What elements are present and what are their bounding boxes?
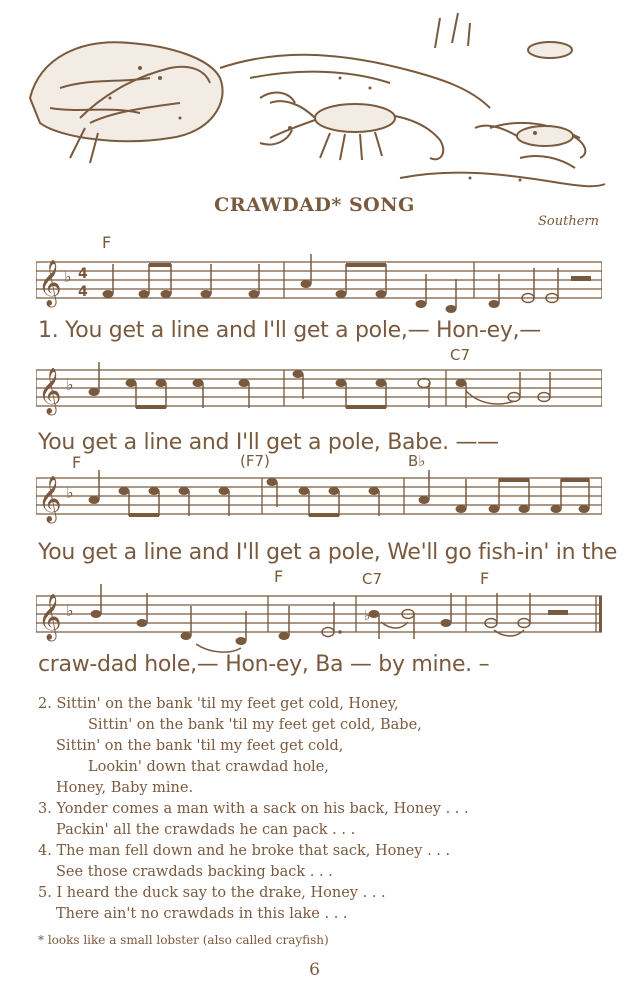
song-origin: Southern (538, 214, 599, 229)
verse-line: Honey, Baby mine. (56, 780, 194, 796)
music-staff-3 (36, 452, 602, 544)
verse-line: There ain't no crawdads in this lake . . . (56, 906, 348, 922)
treble-clef-icon: 𝄞 (38, 260, 62, 306)
crawdad-illustration (20, 8, 610, 208)
chord-label: F (102, 233, 112, 252)
verse-line: Packin' all the crawdads he can pack . . . (56, 822, 356, 838)
verse-line: Lookin' down that crawdad hole, (88, 759, 329, 775)
lyric-line-3: You get a line and I'll get a pole, We'll go fish-in' in the (38, 540, 618, 565)
song-title: CRAWDAD* SONG (214, 194, 415, 216)
lyric-line-1: 1. You get a line and I'll get a pole,— Hon-ey,— (38, 318, 542, 343)
flat-sign-icon: ♭ (66, 483, 74, 502)
flat-sign-icon: ♭ (66, 375, 74, 394)
chord-label: B♭ (408, 452, 426, 470)
notes-staff-1 (103, 280, 500, 313)
rest-icon (548, 610, 568, 615)
rest-icon (571, 276, 591, 281)
chord-label: F (72, 453, 82, 472)
verse-line: 5. I heard the duck say to the drake, Honey . . . (38, 885, 386, 901)
time-signature-bottom: 4 (78, 284, 88, 300)
chord-label: F (480, 569, 490, 588)
music-staff-4 (36, 566, 602, 658)
treble-clef-icon: 𝄞 (38, 594, 62, 640)
treble-clef-icon: 𝄞 (38, 368, 62, 414)
verse-line: 3. Yonder comes a man with a sack on his back, Honey . . . (38, 801, 469, 817)
music-staff-2 (36, 346, 602, 434)
page-number: 6 (309, 960, 320, 980)
treble-clef-icon: 𝄞 (38, 476, 62, 522)
chord-label: C7 (450, 346, 471, 364)
flat-sign-icon: ♭ (64, 267, 72, 286)
notes-staff-2 (89, 370, 467, 396)
music-staff-1 (36, 232, 602, 320)
footnote: * looks like a small lobster (also called crayfish) (38, 933, 329, 947)
verse-line: 4. The man fell down and he broke that sack, Honey . . . (38, 843, 451, 859)
verse-line: Sittin' on the bank 'til my feet get cold, (56, 738, 344, 754)
verse-line: See those crawdads backing back . . . (56, 864, 333, 880)
lyric-line-2: You get a line and I'll get a pole, Babe. —— (38, 430, 499, 455)
flat-sign-icon: ♭ (66, 601, 74, 620)
verse-line: 2. Sittin' on the bank 'til my feet get cold, Honey, (38, 696, 399, 712)
flat-sign-icon: ♭ (364, 608, 371, 624)
time-signature-top: 4 (78, 266, 88, 282)
verse-line: Sittin' on the bank 'til my feet get cold, Babe, (88, 717, 422, 733)
lyric-line-4: craw-dad hole,— Hon-ey, Ba — by mine. – (38, 652, 490, 677)
dot-icon (338, 630, 342, 634)
chord-label: F (274, 567, 284, 586)
chord-label: (F7) (240, 452, 270, 470)
chord-label: C7 (362, 570, 383, 588)
verses-block (38, 694, 598, 925)
